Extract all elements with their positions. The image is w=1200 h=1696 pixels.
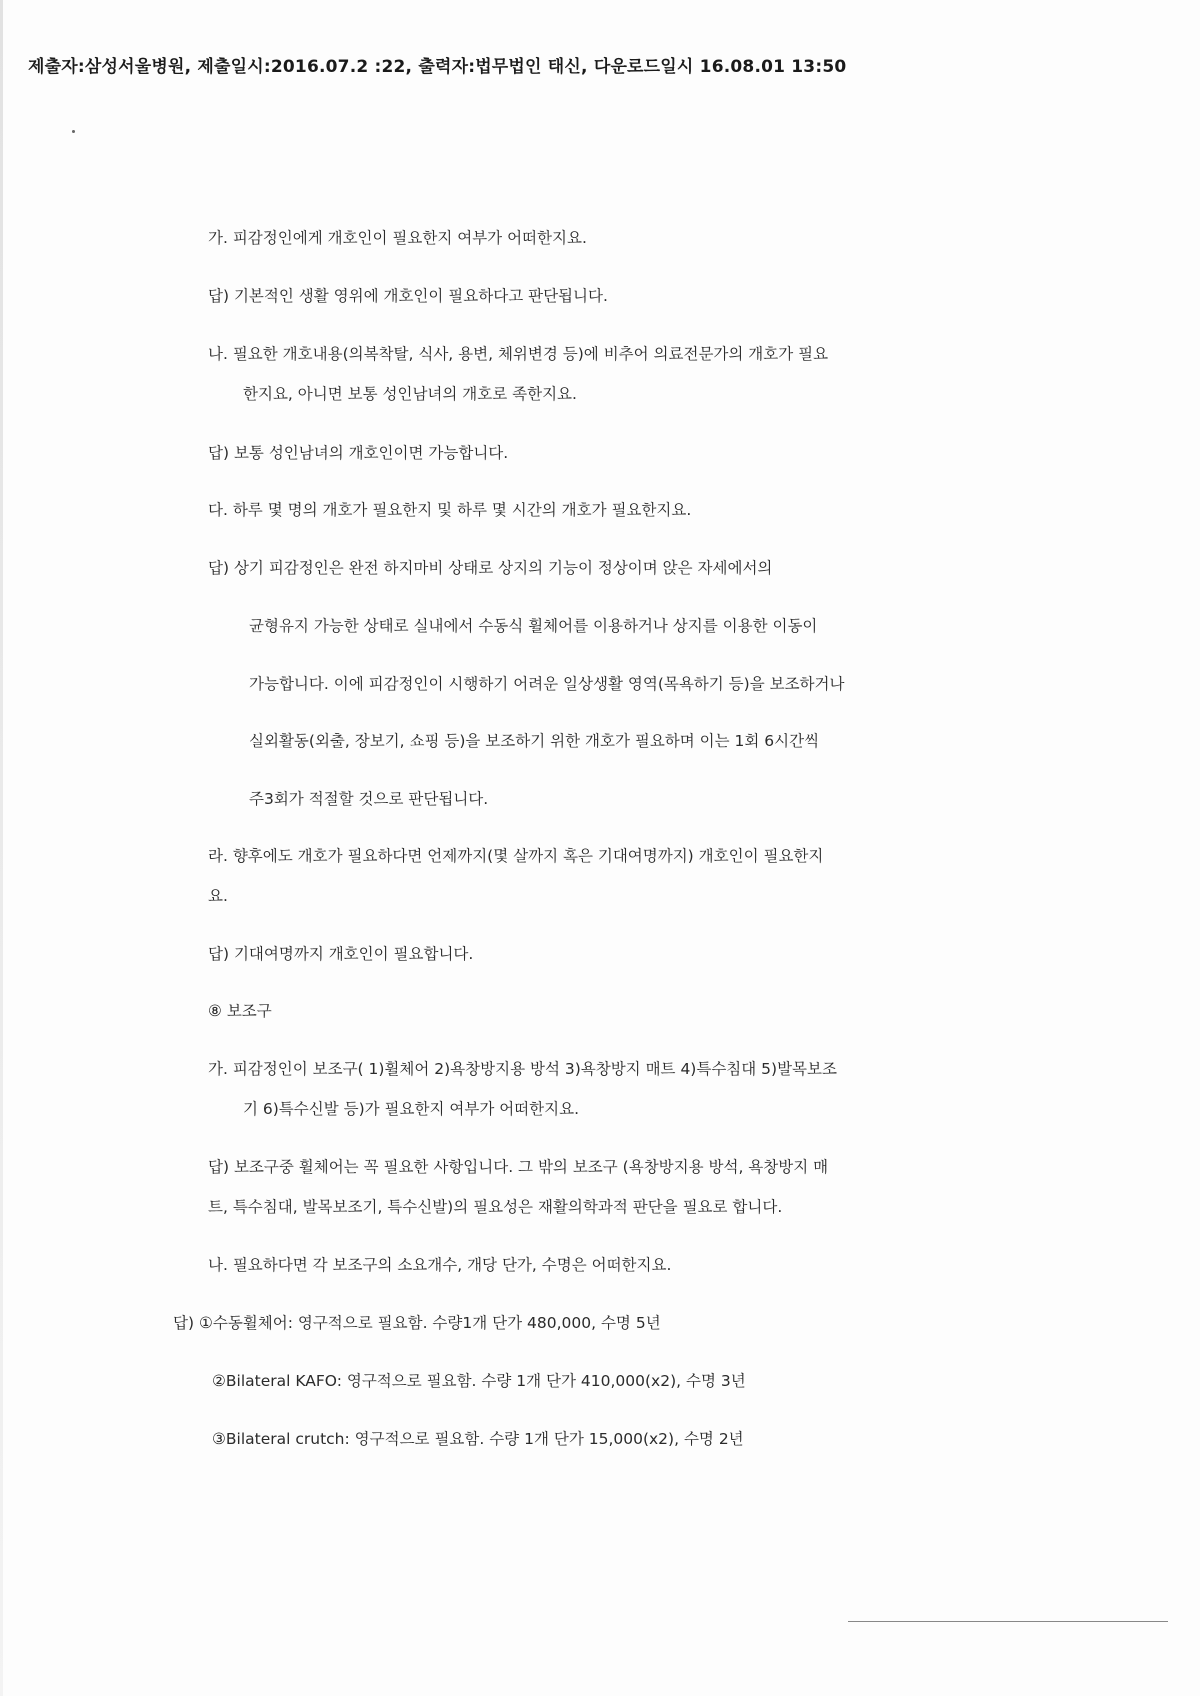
question-na-1-line1: 나. 필요한 개호내용(의복착탈, 식사, 용변, 체위변경 등)에 비추어 의료전문가의 개호가 필요: [208, 345, 829, 363]
answer-3-line5: 주3회가 적절할 것으로 판단됩니다.: [249, 790, 489, 808]
question-ra-line2: 요.: [208, 887, 228, 905]
answer-3-line2: 균형유지 가능한 상태로 실내에서 수동식 휠체어를 이용하거나 상지를 이용한 이동이: [249, 617, 818, 635]
submission-header: 제출자:삼성서울병원, 제출일시:2016.07.2 :22, 출력자:법무법인 태신, 다운로드일시 16.08.01 13:50: [28, 57, 847, 77]
answer-1: 답) 기본적인 생활 영위에 개호인이 필요하다고 판단됩니다.: [208, 287, 608, 305]
section-8-heading: ⑧ 보조구: [208, 1002, 272, 1020]
answer-3-line1: 답) 상기 피감정인은 완전 하지마비 상태로 상지의 기능이 정상이며 앉은 자세에서의: [208, 559, 773, 577]
answer-6-item1: 답) ①수동휠체어: 영구적으로 필요함. 수량1개 단가 480,000, 수명 5년: [173, 1314, 661, 1332]
scan-edge: [0, 0, 3, 1696]
answer-5-line2: 트, 특수침대, 발목보조기, 특수신발)의 필요성은 재활의학과적 판단을 필요로 합니다.: [208, 1198, 783, 1216]
answer-5-line1: 답) 보조구중 휠체어는 꼭 필요한 사항입니다. 그 밖의 보조구 (욕창방지용 방석, 욕창방지 매: [208, 1158, 829, 1176]
question-na-1-line2: 한지요, 아니면 보통 성인남녀의 개호로 족한지요.: [243, 385, 577, 403]
answer-4: 답) 기대여명까지 개호인이 필요합니다.: [208, 945, 474, 963]
question-na-2: 나. 필요하다면 각 보조구의 소요개수, 개당 단가, 수명은 어떠한지요.: [208, 1256, 672, 1274]
answer-3-line4: 실외활동(외출, 장보기, 쇼핑 등)을 보조하기 위한 개호가 필요하며 이는 1회 6시간씩: [249, 732, 820, 750]
question-ga-1: 가. 피감정인에게 개호인이 필요한지 여부가 어떠한지요.: [208, 229, 587, 247]
answer-2: 답) 보통 성인남녀의 개호인이면 가능합니다.: [208, 444, 509, 462]
answer-6-item2: ②Bilateral KAFO: 영구적으로 필요함. 수량 1개 단가 410,000(x2), 수명 3년: [212, 1372, 746, 1390]
question-ga-2-line2: 기 6)특수신발 등)가 필요한지 여부가 어떠한지요.: [243, 1100, 580, 1118]
answer-3-line3: 가능합니다. 이에 피감정인이 시행하기 어려운 일상생활 영역(목욕하기 등)을 보조하거나: [249, 675, 845, 693]
question-da: 다. 하루 몇 명의 개호가 필요한지 및 하루 몇 시간의 개호가 필요한지요.: [208, 501, 692, 519]
footer-rule: [848, 1621, 1168, 1622]
question-ga-2-line1: 가. 피감정인이 보조구( 1)휠체어 2)욕창방지용 방석 3)욕창방지 매트 4)특수침대 5)발목보조: [208, 1060, 837, 1078]
scan-speck: [72, 130, 75, 133]
answer-6-item3: ③Bilateral crutch: 영구적으로 필요함. 수량 1개 단가 15,000(x2), 수명 2년: [212, 1430, 744, 1448]
question-ra-line1: 라. 향후에도 개호가 필요하다면 언제까지(몇 살까지 혹은 기대여명까지) 개호인이 필요한지: [208, 847, 824, 865]
